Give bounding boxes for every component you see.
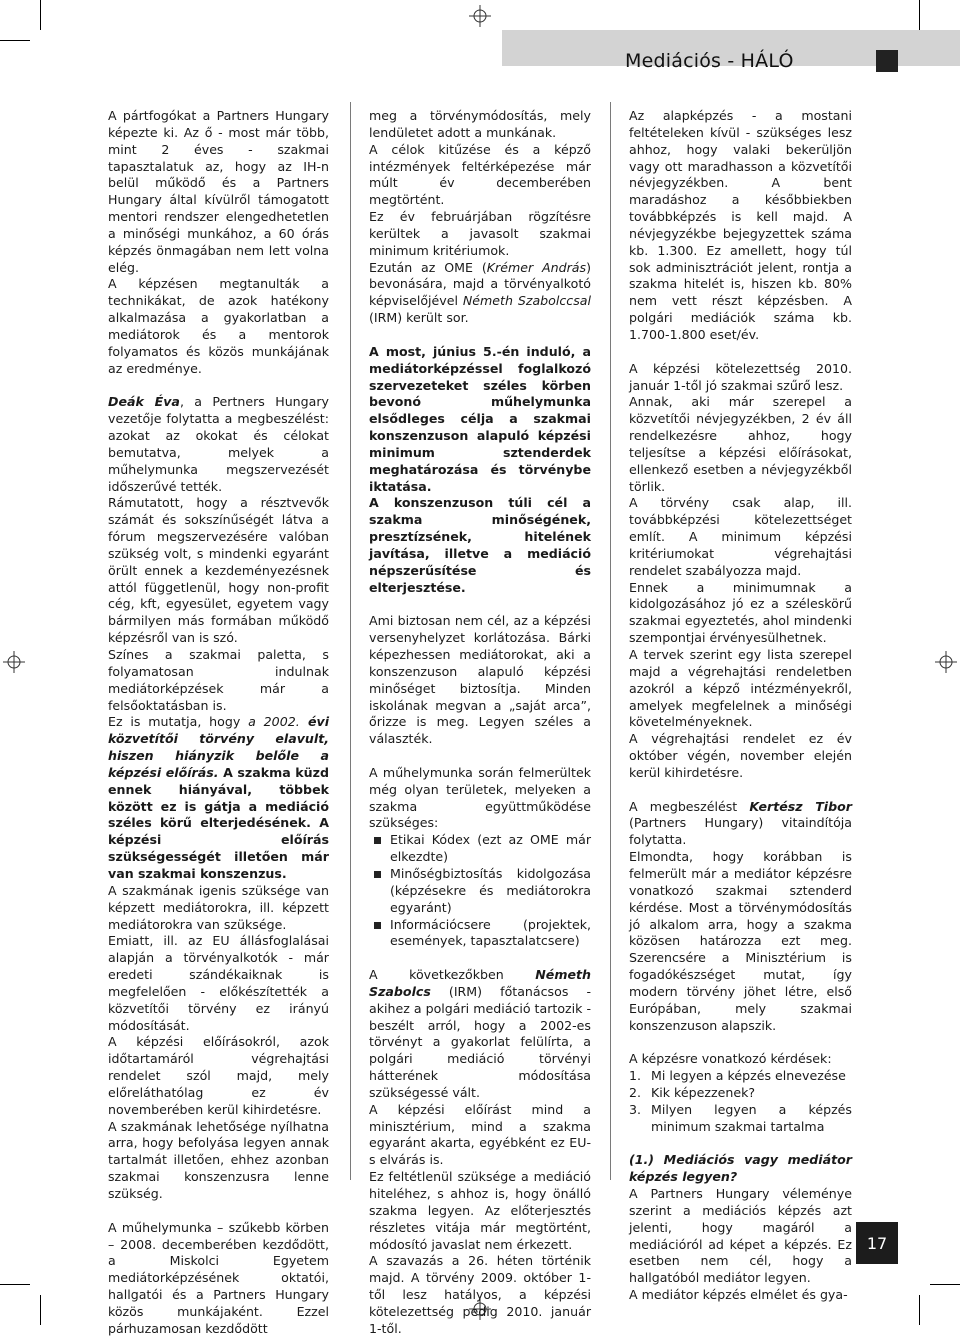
paragraph: A műhelymunka – szűkebb körben – 2008. decemberében kezdődött, a Miskolci Egyetem mediátorképzésének oktatói, hallgatói és a Partners Hungary közös munkájaként. Ezzel párhuzamosan kezdődött (108, 1219, 329, 1336)
page-title: Mediációs - HÁLÓ (625, 50, 794, 72)
paragraph: Ami biztosan nem cél, az a képzési versenyhelyzet korlátozása. Bárki képezhessen mediátorokat, aki a konszenzuson alapuló képzési minőséget biztosítja. Minden iskolának megvan a „saját arca”, őrizze is meg. Legyen széles a választék. (369, 613, 591, 747)
paragraph: A képzési kötelezettség 2010. január 1-től jó szakmai szűrő lesz. (629, 360, 852, 393)
bullet-list (369, 832, 591, 950)
paragraph: Ennek a minimumnak a kidolgozásához jó ez a széleskörű szakmai egyeztetés, ahol mindenki szempontjai érvényesülhetnek. (629, 579, 852, 646)
registration-mark-top (469, 5, 491, 27)
paragraph: Színes a szakmai paletta, s folyamatosan indulnak mediátorképzések már a felsőoktatásban is. (108, 647, 329, 713)
paragraph: A célok kitűzése és a képző intézmények feltérképezése már múlt év decemberében megtörtént. (369, 141, 591, 208)
question-list (629, 1068, 852, 1135)
paragraph: A pártfogókat a Partners Hungary képezte ki. Az ő - most már több, mint 2 éves - szakmai tapasztalatuk az, hogy az IH-n belül működő és a Partners Hungary által kívülről támogatott mentori rendszer elengedhetetlen a minőségi munkához, a 60 órás képzés önmagában nem lett volna elég. (108, 108, 329, 275)
list-item: 1. Mi legyen a képzés elnevezése (629, 1068, 846, 1084)
header-square-icon (876, 50, 898, 72)
paragraph: A mediátor képzés elmélet és gya- (629, 1287, 848, 1303)
crop-mark (0, 1284, 30, 1285)
sub-heading: (1.) Mediációs vagy mediátor képzés legyen? (629, 1152, 852, 1185)
paragraph: A Partners Hungary véleménye szerint a mediációs képzés azt jelenti, hogy magáról a mediációról ad képet a képzés. Ez esetben nem cél, hogy a hallgatóból mediátor legyen. (629, 1186, 852, 1286)
page-number: 17 (856, 1222, 898, 1264)
paragraph: A képzési előírást mind a minisztérium, mind a szakma egyaránt akarta, egyébként ez EU-s elvárás is. (369, 1101, 591, 1168)
registration-mark-left (3, 651, 25, 673)
paragraph: Rámutatott, hogy a résztvevők számát és sokszínűségét látva a fórum megszervezésére valóban szükség volt, s mindenki egyaránt örült ennek a kezdeményezésnek attól függetlenül, hogy non-profit cég, kft, egyesület, egyetem vagy bármilyen más formában működő képzésről van is szó. (108, 495, 329, 646)
column-divider (350, 102, 351, 1180)
paragraph: A tervek szerint egy lista szerepel majd a végrehajtási rendeletben azokról a képző intézményekről, amelyek megfelelnek a minőségi követelményeknek. (629, 647, 852, 730)
paragraph: A képzésre vonatkozó kérdések: (629, 1051, 832, 1067)
paragraph: Elmondta, hogy korábban is felmerült már a mediátor képzésre vonatkozó szakmai sztenderd kérdése. Most a törvénymódosítás jó alkalom arra, hogy a szakma közösen határozza ezt meg. Szerencsére a Minisztérium is fogadókészséget mutat, így modern törvény jöhet létre, első Európában, mely szakmai konszenzuson alapszik. (629, 849, 852, 1033)
crop-mark (919, 1295, 920, 1325)
text-column-3 (629, 108, 852, 1304)
paragraph: Ez év februárjában rögzítésre kerültek a javasolt szakmai minimum kritériumok. (369, 209, 591, 258)
paragraph: A törvény csak alap, ill. továbbképzési kötelezettséget említ. A minimum képzési kritériumokat végrehajtási rendelet szabályozza majd. (629, 495, 852, 578)
paragraph: Deák Éva, a Pertners Hungary vezetője folytatta a megbeszélést: azokat az okokat és célokat bemutatva, melyek a műhelymunka megszervezését időszerűvé tették. (108, 394, 329, 494)
paragraph: Ez is mutatja, hogy a 2002. évi közvetítői törvény elavult, hiszen hiányzik belőle a képzési előírás. A szakma küzd ennek hiányával, többek között ez is gátja a mediáció széles körű elterjedésének. A képzési előírás szükségességét illetően már van szakmai konszenzus. (108, 714, 330, 881)
list-item: 3. Milyen legyen a képzés minimum szakmai tartalma (629, 1101, 852, 1134)
paragraph: A végrehajtási rendelet ez év október végén, november elején kerül kihirdetésre. (629, 731, 852, 780)
paragraph: Annak, aki már szerepel a közvetítői névjegyzékben, 2 év áll rendelkezésre ahhoz, hogy teljesítse a képzési előírásokat, ellenkező esetben a névjegyzékből törlik. (629, 394, 852, 494)
paragraph: Az alapképzés - a mostani feltételeken kívül - szükséges lesz ahhoz, hogy valaki bekerüljön vagy ott maradhasson a közvetítői névjegyzékben. A bent maradáshoz a későbbiekben továbbképzés is kell majd. A névjegyzékbe bejegyzettek száma kb. 1.300. Ez amellett, hogy túl sok adminisztrációt jelent, rontja a szakma hitelét is, hiszen kb. 80% nem vett részt képzésben. A polgári mediációk száma kb. 1.700-1.800 eset/év. (629, 108, 852, 342)
column-divider (610, 102, 611, 1180)
paragraph: A képzésen megtanulták a technikákat, de azok hatékony alkalmazása a gyakorlatban a mediátorok és a mentorok folyamatos és közös munkájának az eredménye. (108, 276, 329, 376)
paragraph: A képzési előírásokról, azok időtartamáról végrehajtási rendelet szól majd, mely előreláthatólag ez év novemberében kerül kihirdetésre. (108, 1034, 329, 1117)
crop-mark (40, 1295, 41, 1325)
crop-mark (919, 0, 920, 30)
paragraph: A megbeszélést Kertész Tibor (Partners Hungary) vitaindítója folytatta. (629, 798, 852, 848)
paragraph: Emiatt, ill. az EU állásfoglalásai alapján a törvényalkotók - már eredeti szándékaiknak is megfelelően - előkészítették a közvetítői törvény ez irányú módosítását. (108, 933, 329, 1033)
paragraph: Ez feltétlenül szüksége a mediáció hiteléhez, s ahhoz is, hogy önálló szakma legyen. Az előterjesztés részletes vitája már megtörtént, módosító javaslat nem érkezett. (369, 1169, 591, 1252)
paragraph: A konszenzuson túli cél a szakma minőségének, presztízsének, hitelének javítása, illetve a mediáció népszerűsítése és elterjesztése. (369, 495, 591, 595)
paragraph: meg a törvénymódosítás, mely lendületet adott a munkának. (369, 108, 591, 140)
paragraph: A szakmának igenis szüksége van képzett mediátorokra, ill. képzett mediátorokra van szüksége. (108, 882, 329, 932)
paragraph: A most, június 5.-én induló, a mediátorképzéssel foglalkozó szervezeteket széles körben bevonó műhelymunka elsődleges célja a szakmai konszenzuson alapuló képzési minimum sztenderdek meghatározása és törvénybe iktatása. (369, 343, 591, 494)
list-item: Minőségbiztosítás kidolgozása (képzésekre és mediátorokra egyaránt) (369, 866, 591, 917)
paragraph: Ezután az OME (Krémer András) bevonására, majd a törvényalkotó képviselőjével Németh Szabolccsal (IRM) került sor. (369, 259, 591, 326)
paragraph: A szakmának lehetősége nyílhatna arra, hogy befolyása legyen annak tartalmát illetően, ehhez azonban szakmai konszenzusra lenne szükség. (108, 1118, 329, 1201)
list-item: Információcsere (projektek, események, tapasztalatcsere) (369, 917, 591, 951)
list-item: Etikai Kódex (ezt az OME már elkezdte) (369, 832, 591, 866)
list-item: 2. Kik képezzenek? (629, 1084, 756, 1100)
paragraph: A következőkben Németh Szabolcs (IRM) főtanácsos - akihez a polgári mediáció tartozik - beszélt arról, hogy a 2002-es törvényt a gyakorlat felülírta, a polgári mediáció törvényi hátterének módosítása szükségessé vált. (369, 967, 591, 1100)
person-name: Deák Éva (108, 394, 180, 410)
text-column-2 (369, 108, 591, 1338)
registration-mark-right (935, 651, 957, 673)
paragraph: A műhelymunka során felmerültek még olyan területek, melyeken a szakma együttműködése szükséges: (369, 764, 591, 831)
text-column-1 (108, 108, 329, 1338)
crop-mark (40, 0, 41, 30)
crop-mark (930, 1284, 960, 1285)
paragraph: A szavazás a 26. héten történik majd. A törvény 2009. október 1-től lesz hatályos, a képzési kötelezettség pedig 2010. január 1-től. (369, 1253, 591, 1336)
crop-mark (0, 40, 30, 41)
